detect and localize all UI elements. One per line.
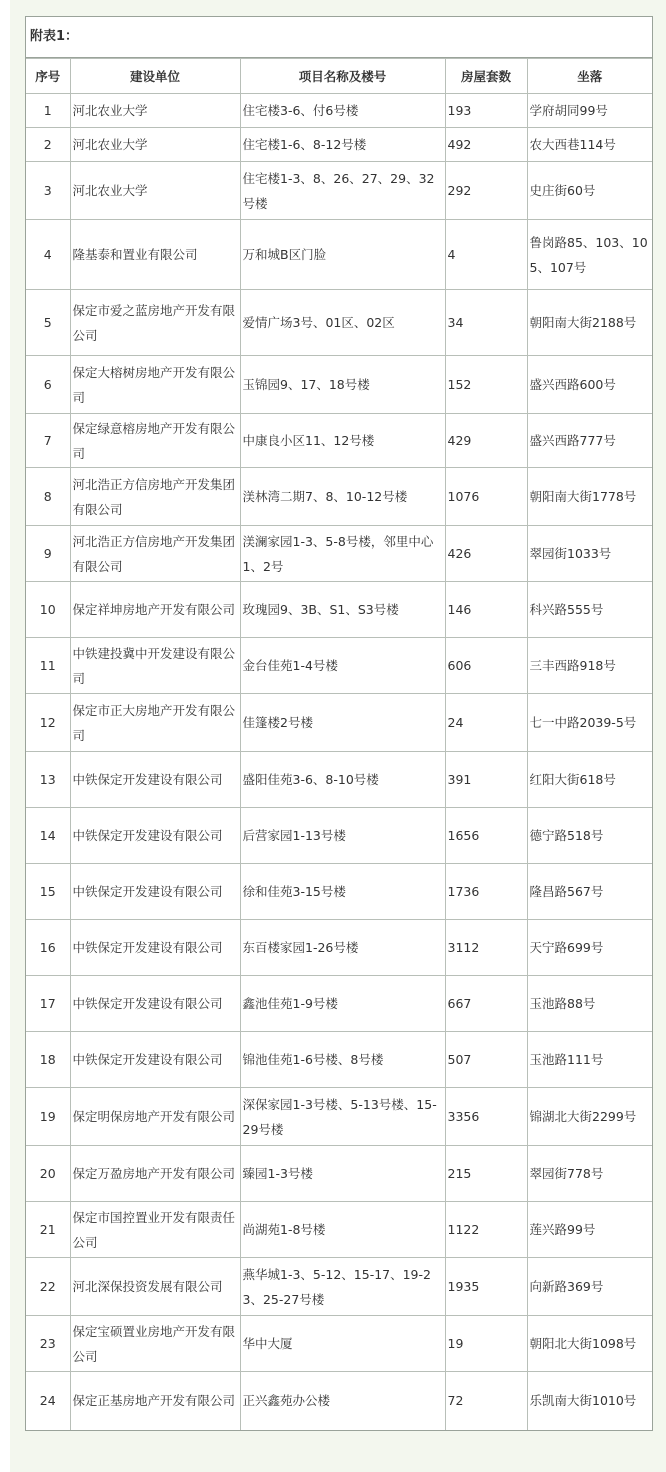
cell-developer: 河北深保投资发展有限公司 [70, 1258, 240, 1316]
cell-location: 朝阳北大街1098号 [527, 1316, 652, 1372]
cell-units: 1935 [445, 1258, 527, 1316]
cell-project: 正兴鑫苑办公楼 [240, 1372, 445, 1430]
cell-project: 华中大厦 [240, 1316, 445, 1372]
cell-index: 1 [26, 94, 70, 128]
cell-project: 尚湖苑1-8号楼 [240, 1202, 445, 1258]
cell-developer: 隆基泰和置业有限公司 [70, 220, 240, 290]
cell-project: 深保家园1-3号楼、5-13号楼、15-29号楼 [240, 1088, 445, 1146]
cell-location: 玉池路111号 [527, 1032, 652, 1088]
cell-location: 乐凯南大街1010号 [527, 1372, 652, 1430]
cell-units: 606 [445, 638, 527, 694]
cell-developer: 河北浩正方信房地产开发集团有限公司 [70, 526, 240, 582]
cell-developer: 保定正基房地产开发有限公司 [70, 1372, 240, 1430]
cell-project: 金台佳苑1-4号楼 [240, 638, 445, 694]
cell-index: 11 [26, 638, 70, 694]
cell-developer: 保定祥坤房地产开发有限公司 [70, 582, 240, 638]
table-row [26, 414, 652, 468]
table-row [26, 582, 652, 638]
table-row [26, 1258, 652, 1316]
cell-location: 莲兴路99号 [527, 1202, 652, 1258]
table-row [26, 468, 652, 526]
cell-developer: 保定明保房地产开发有限公司 [70, 1088, 240, 1146]
cell-location: 学府胡同99号 [527, 94, 652, 128]
cell-developer: 河北农业大学 [70, 162, 240, 220]
header-location: 坐落 [527, 59, 652, 94]
cell-project: 盛阳佳苑3-6、8-10号楼 [240, 752, 445, 808]
header-index: 序号 [26, 59, 70, 94]
cell-location: 红阳大街618号 [527, 752, 652, 808]
table-row [26, 1032, 652, 1088]
cell-project: 住宅楼1-6、8-12号楼 [240, 128, 445, 162]
cell-units: 72 [445, 1372, 527, 1430]
cell-location: 翠园街1033号 [527, 526, 652, 582]
table-caption: 附表1： [26, 17, 652, 58]
cell-units: 4 [445, 220, 527, 290]
cell-developer: 中铁保定开发建设有限公司 [70, 1032, 240, 1088]
cell-developer: 保定宝硕置业房地产开发有限公司 [70, 1316, 240, 1372]
cell-index: 20 [26, 1146, 70, 1202]
cell-units: 146 [445, 582, 527, 638]
cell-project: 后营家园1-13号楼 [240, 808, 445, 864]
cell-project: 燕华城1-3、5-12、15-17、19-23、25-27号楼 [240, 1258, 445, 1316]
cell-index: 6 [26, 356, 70, 414]
table-row [26, 290, 652, 356]
cell-index: 12 [26, 694, 70, 752]
appendix-table-container [25, 16, 653, 1431]
cell-units: 34 [445, 290, 527, 356]
cell-units: 215 [445, 1146, 527, 1202]
cell-project: 玉锦园9、17、18号楼 [240, 356, 445, 414]
cell-location: 鲁岗路85、103、105、107号 [527, 220, 652, 290]
table-row [26, 920, 652, 976]
cell-index: 19 [26, 1088, 70, 1146]
cell-units: 193 [445, 94, 527, 128]
cell-developer: 河北浩正方信房地产开发集团有限公司 [70, 468, 240, 526]
cell-index: 18 [26, 1032, 70, 1088]
cell-index: 10 [26, 582, 70, 638]
cell-location: 玉池路88号 [527, 976, 652, 1032]
cell-index: 22 [26, 1258, 70, 1316]
appendix-table [26, 58, 652, 1430]
cell-index: 16 [26, 920, 70, 976]
cell-project: 东百楼家园1-26号楼 [240, 920, 445, 976]
cell-index: 3 [26, 162, 70, 220]
table-row [26, 220, 652, 290]
cell-location: 科兴路555号 [527, 582, 652, 638]
cell-developer: 河北农业大学 [70, 94, 240, 128]
cell-project: 住宅楼1-3、8、26、27、29、32号楼 [240, 162, 445, 220]
table-row [26, 1088, 652, 1146]
cell-index: 8 [26, 468, 70, 526]
header-project: 项目名称及楼号 [240, 59, 445, 94]
table-row [26, 694, 652, 752]
table-row [26, 356, 652, 414]
cell-units: 3112 [445, 920, 527, 976]
cell-units: 391 [445, 752, 527, 808]
cell-developer: 保定市国控置业开发有限责任公司 [70, 1202, 240, 1258]
cell-project: 万和城B区门脸 [240, 220, 445, 290]
cell-units: 24 [445, 694, 527, 752]
cell-index: 17 [26, 976, 70, 1032]
cell-location: 翠园街778号 [527, 1146, 652, 1202]
cell-location: 三丰西路918号 [527, 638, 652, 694]
table-row [26, 808, 652, 864]
cell-project: 鑫池佳苑1-9号楼 [240, 976, 445, 1032]
header-developer: 建设单位 [70, 59, 240, 94]
cell-index: 24 [26, 1372, 70, 1430]
cell-index: 5 [26, 290, 70, 356]
cell-developer: 中铁建投冀中开发建设有限公司 [70, 638, 240, 694]
cell-location: 德宁路518号 [527, 808, 652, 864]
cell-developer: 保定绿意榕房地产开发有限公司 [70, 414, 240, 468]
cell-location: 朝阳南大街1778号 [527, 468, 652, 526]
cell-developer: 保定万盈房地产开发有限公司 [70, 1146, 240, 1202]
table-row [26, 1316, 652, 1372]
cell-units: 426 [445, 526, 527, 582]
cell-project: 渼澜家园1-3、5-8号楼，邻里中心1、2号 [240, 526, 445, 582]
cell-developer: 中铁保定开发建设有限公司 [70, 752, 240, 808]
cell-location: 锦湖北大街2299号 [527, 1088, 652, 1146]
cell-location: 盛兴西路777号 [527, 414, 652, 468]
cell-location: 农大西巷114号 [527, 128, 652, 162]
cell-units: 667 [445, 976, 527, 1032]
table-row [26, 752, 652, 808]
cell-units: 1736 [445, 864, 527, 920]
cell-location: 史庄街60号 [527, 162, 652, 220]
cell-units: 19 [445, 1316, 527, 1372]
table-row [26, 128, 652, 162]
cell-project: 锦池佳苑1-6号楼、8号楼 [240, 1032, 445, 1088]
cell-project: 住宅楼3-6、付6号楼 [240, 94, 445, 128]
table-row [26, 864, 652, 920]
cell-index: 21 [26, 1202, 70, 1258]
cell-project: 爱情广场3号、01区、02区 [240, 290, 445, 356]
table-row [26, 638, 652, 694]
cell-units: 292 [445, 162, 527, 220]
table-body [26, 94, 652, 1430]
cell-location: 七一中路2039-5号 [527, 694, 652, 752]
cell-location: 天宁路699号 [527, 920, 652, 976]
table-header-row [26, 59, 652, 94]
cell-developer: 中铁保定开发建设有限公司 [70, 808, 240, 864]
cell-project: 徐和佳苑3-15号楼 [240, 864, 445, 920]
cell-project: 佳篷楼2号楼 [240, 694, 445, 752]
table-row [26, 976, 652, 1032]
cell-project: 中康良小区11、12号楼 [240, 414, 445, 468]
table-row [26, 1146, 652, 1202]
cell-developer: 河北农业大学 [70, 128, 240, 162]
cell-location: 盛兴西路600号 [527, 356, 652, 414]
cell-units: 3356 [445, 1088, 527, 1146]
cell-developer: 保定市爱之蓝房地产开发有限公司 [70, 290, 240, 356]
cell-index: 9 [26, 526, 70, 582]
cell-project: 臻园1-3号楼 [240, 1146, 445, 1202]
cell-units: 492 [445, 128, 527, 162]
cell-index: 15 [26, 864, 70, 920]
cell-location: 朝阳南大街2188号 [527, 290, 652, 356]
cell-index: 13 [26, 752, 70, 808]
cell-location: 隆昌路567号 [527, 864, 652, 920]
cell-developer: 中铁保定开发建设有限公司 [70, 976, 240, 1032]
cell-project: 玫瑰园9、3B、S1、S3号楼 [240, 582, 445, 638]
cell-index: 7 [26, 414, 70, 468]
cell-project: 渼林湾二期7、8、10-12号楼 [240, 468, 445, 526]
cell-developer: 中铁保定开发建设有限公司 [70, 864, 240, 920]
cell-units: 1076 [445, 468, 527, 526]
cell-units: 1122 [445, 1202, 527, 1258]
cell-location: 向新路369号 [527, 1258, 652, 1316]
table-row [26, 1202, 652, 1258]
cell-units: 429 [445, 414, 527, 468]
cell-developer: 保定市正大房地产开发有限公司 [70, 694, 240, 752]
cell-index: 2 [26, 128, 70, 162]
table-row [26, 94, 652, 128]
table-row [26, 526, 652, 582]
cell-units: 507 [445, 1032, 527, 1088]
cell-developer: 中铁保定开发建设有限公司 [70, 920, 240, 976]
cell-units: 152 [445, 356, 527, 414]
cell-developer: 保定大榕树房地产开发有限公司 [70, 356, 240, 414]
cell-index: 23 [26, 1316, 70, 1372]
cell-units: 1656 [445, 808, 527, 864]
table-row [26, 162, 652, 220]
cell-index: 4 [26, 220, 70, 290]
header-units: 房屋套数 [445, 59, 527, 94]
table-row [26, 1372, 652, 1430]
cell-index: 14 [26, 808, 70, 864]
